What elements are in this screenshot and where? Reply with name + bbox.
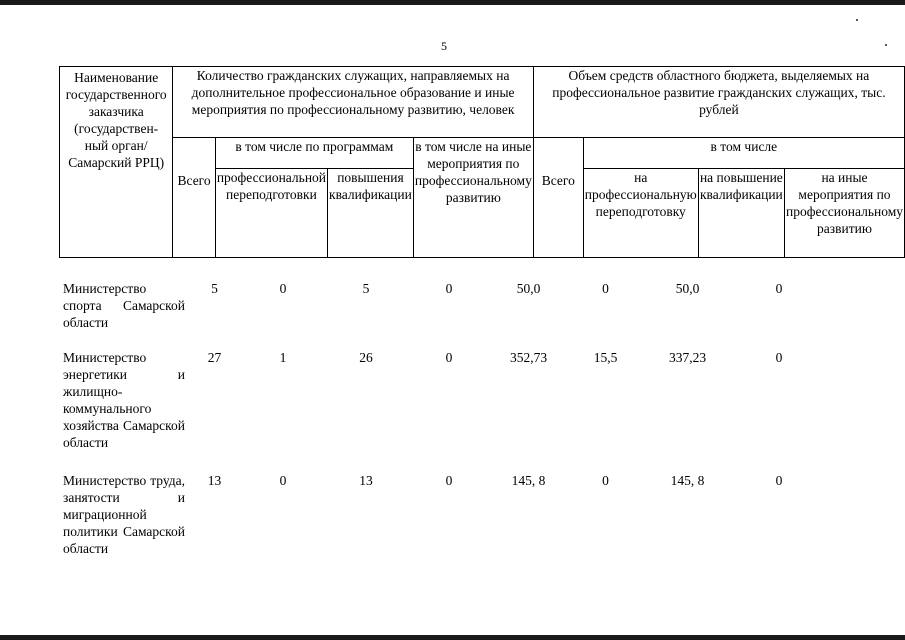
row-people-qualification: 26 <box>359 350 373 365</box>
row-people-other: 0 <box>445 281 453 296</box>
row-budget-other: 0 <box>775 281 783 296</box>
scan-speck <box>856 19 858 21</box>
row-people-other: 0 <box>445 350 453 365</box>
row-budget-retraining: 0 <box>602 473 609 488</box>
row-budget-total: 352,73 <box>509 350 548 365</box>
row-people-retraining: 1 <box>279 350 287 365</box>
row-budget-retraining: 0 <box>602 281 609 296</box>
row-people-retraining: 0 <box>279 281 287 296</box>
row-people-total: 27 <box>207 350 222 365</box>
scan-bottom-border <box>0 635 905 640</box>
row-budget-qualification: 145, 8 <box>670 473 705 488</box>
row-budget-retraining: 15,5 <box>593 350 618 365</box>
header-people-qualification: повышения квалификации <box>328 169 414 258</box>
header-people-total: Всего <box>173 138 215 258</box>
row-budget-other: 0 <box>775 350 783 365</box>
row-budget-other: 0 <box>775 473 783 488</box>
scan-speck <box>885 44 887 46</box>
page-number: 5 <box>441 39 447 53</box>
row-customer-name: Министерство труда, занятости и миграционной политики Самарской области <box>63 473 185 556</box>
row-budget-total: 50,0 <box>516 281 541 296</box>
row-people-qualification: 13 <box>359 473 373 488</box>
scan-top-border <box>0 0 905 5</box>
header-customer: Наименование государственного заказчика (государствен- ный орган/ Самарский РРЦ) <box>60 67 173 258</box>
header-budget-amount: Объем средств областного бюджета, выделяемых на профессиональное развитие гражданских служащих, тыс. рублей <box>533 67 904 138</box>
row-people-total: 5 <box>211 281 218 296</box>
header-budget-other-events: на иные мероприятия по профессиональному развитию <box>784 169 904 258</box>
header-budget-qualification: на повышение квалификации <box>698 169 784 258</box>
header-budget-total: Всего <box>533 138 583 258</box>
row-people-retraining: 0 <box>279 473 287 488</box>
header-budget-including: в том числе <box>583 138 904 169</box>
row-people-total: 13 <box>207 473 222 488</box>
header-people-other-events: в том числе на иные мероприятия по профессиональному развитию <box>413 138 533 258</box>
table-header <box>59 66 905 258</box>
row-customer-name: Министерство энергетики и жилищно-коммунального хозяйства Самарской области <box>63 350 185 450</box>
header-people-retraining: профессиональной переподготовки <box>215 169 327 258</box>
row-budget-qualification: 50,0 <box>675 281 700 296</box>
header-budget-retraining: на профессиональную переподготовку <box>583 169 698 258</box>
row-people-qualification: 5 <box>362 281 370 296</box>
header-people-count: Количество гражданских служащих, направляемых на дополнительное профессиональное образование и иные мероприятия по профессиональному развитию, человек <box>173 67 533 138</box>
header-people-programs: в том числе по программам <box>215 138 413 169</box>
row-budget-total: 145, 8 <box>511 473 546 488</box>
row-customer-name: Министерство спорта Самарской области <box>63 281 185 330</box>
row-people-other: 0 <box>445 473 453 488</box>
row-budget-qualification: 337,23 <box>668 350 707 365</box>
